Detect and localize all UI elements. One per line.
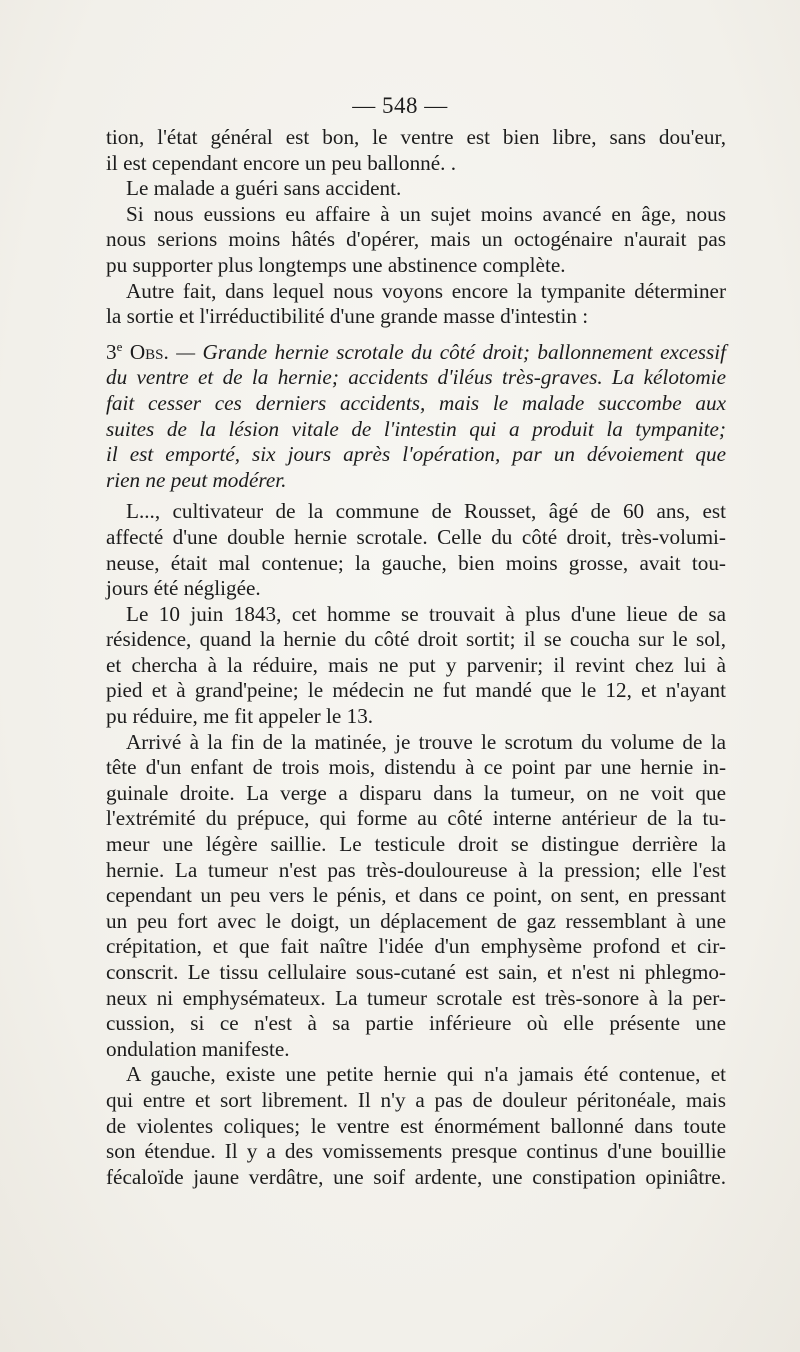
observation-title-line: rien ne peut modérer. (106, 467, 287, 492)
observation-title-line: — Grande hernie scrotale du côté droit; ballonnement excessif (176, 339, 726, 364)
text-line: pied et à grand'peine; le médecin ne fut mandé que le 12, et n'ayant (106, 678, 726, 703)
text-line: conscrit. Le tissu cellulaire sous-cutané est sain, et n'est ni phlegmo- (106, 960, 726, 984)
text-line: ondulation manifeste. (106, 1036, 290, 1061)
text-line: Si nous eussions eu affaire à un sujet moins avancé en âge, nous (126, 201, 726, 226)
text-line: pu réduire, me fit appeler le 13. (106, 704, 374, 729)
text-line: Le malade a guéri sans accident. (126, 176, 402, 201)
observation-title-line: du ventre et de la hernie; accidents d'iléus très-graves. La kélotomie (106, 365, 726, 390)
text-line: tête d'un enfant de trois mois, distendu à ce point par une hernie in- (106, 755, 726, 780)
text-line: et chercha à la réduire, mais ne put y parvenir; il revint chez lui à (106, 652, 726, 677)
text-line: affecté d'une double hernie scrotale. Celle du côté droit, très-volumi- (106, 524, 726, 549)
text-line: Autre fait, dans lequel nous voyons encore la tympanite déterminer (126, 278, 726, 303)
text-line: A gauche, existe une petite hernie qui n'a jamais été contenue, et (126, 1062, 726, 1087)
observation-number: 3 (106, 339, 117, 364)
text-line: guinale droite. La verge a disparu dans la tumeur, on ne voit que (106, 780, 726, 805)
text-line: qui entre et sort librement. Il n'y a pas de douleur péritonéale, mais (106, 1087, 726, 1112)
text-line: la sortie et l'irréductibilité d'une grande masse d'intestin : (106, 304, 589, 329)
text-line: crépitation, et que fait naître l'idée d'un emphysème profond et cir- (106, 934, 726, 959)
observation-number-suffix: e (116, 338, 123, 354)
text-line: neuse, était mal contenue; la gauche, bien moins grosse, avait tou- (106, 550, 726, 575)
text-line: son étendue. Il y a des vomissements presque continus d'une bouillie (106, 1139, 726, 1164)
text-line: résidence, quand la hernie du côté droit sortit; il se coucha sur le sol, (106, 627, 726, 652)
text-line: Arrivé à la fin de la matinée, je trouve le scrotum du volume de la (126, 729, 726, 754)
text-line: neux ni emphysémateux. La tumeur scrotale est très-sonore à la per- (106, 985, 726, 1010)
text-line: fécaloïde jaune verdâtre, une soif ardente, une constipation opiniâtre. (106, 1164, 726, 1189)
text-line: meur une légère saillie. Le testicule droit se distingue derrière la (106, 832, 726, 857)
text-line: cependant un peu vers le pénis, et dans ce point, on sent, en pressant (106, 883, 726, 908)
observation-heading (106, 340, 726, 366)
text-line: Le 10 juin 1843, cet homme se trouvait à plus d'une lieue de sa (126, 601, 726, 626)
text-line: un peu fort avec le doigt, un déplacement de gaz ressemblant à une (106, 908, 726, 933)
text-line: nous serions moins hâtés d'opérer, mais un octogénaire n'aurait pas (106, 227, 726, 252)
text-line: pu supporter plus longtemps une abstinence complète. (106, 252, 566, 277)
observation-title-line: il est emporté, six jours après l'opération, par un dévoiement que (106, 442, 726, 467)
observation-title-line: suites de la lésion vitale de l'intestin qui a produit la tympanite; (106, 416, 726, 441)
text-line: jours été négligée. (106, 576, 261, 601)
text-line: hernie. La tumeur n'est pas très-douloureuse à la pression; elle l'est (106, 857, 726, 882)
text-line: L..., cultivateur de la commune de Rousset, âgé de 60 ans, est (126, 499, 726, 524)
text-line: il est cependant encore un peu ballonné. . (106, 150, 457, 175)
text-line: de violentes coliques; le ventre est énormément ballonné dans toute (106, 1113, 726, 1138)
text-line: l'extrémité du prépuce, qui forme au côté interne antérieur de la tu- (106, 806, 726, 831)
text-line: tion, l'état général est bon, le ventre est bien libre, sans dou'eur, (106, 125, 726, 149)
observation-title-line: fait cesser ces derniers accidents, mais le malade succombe aux (106, 390, 726, 415)
page-number: — 548 — (352, 93, 448, 118)
body-text (106, 125, 726, 1190)
text-line: cussion, si ce n'est à sa partie inférieure où elle présente une (106, 1011, 726, 1036)
observation-label: Obs. (129, 339, 169, 364)
